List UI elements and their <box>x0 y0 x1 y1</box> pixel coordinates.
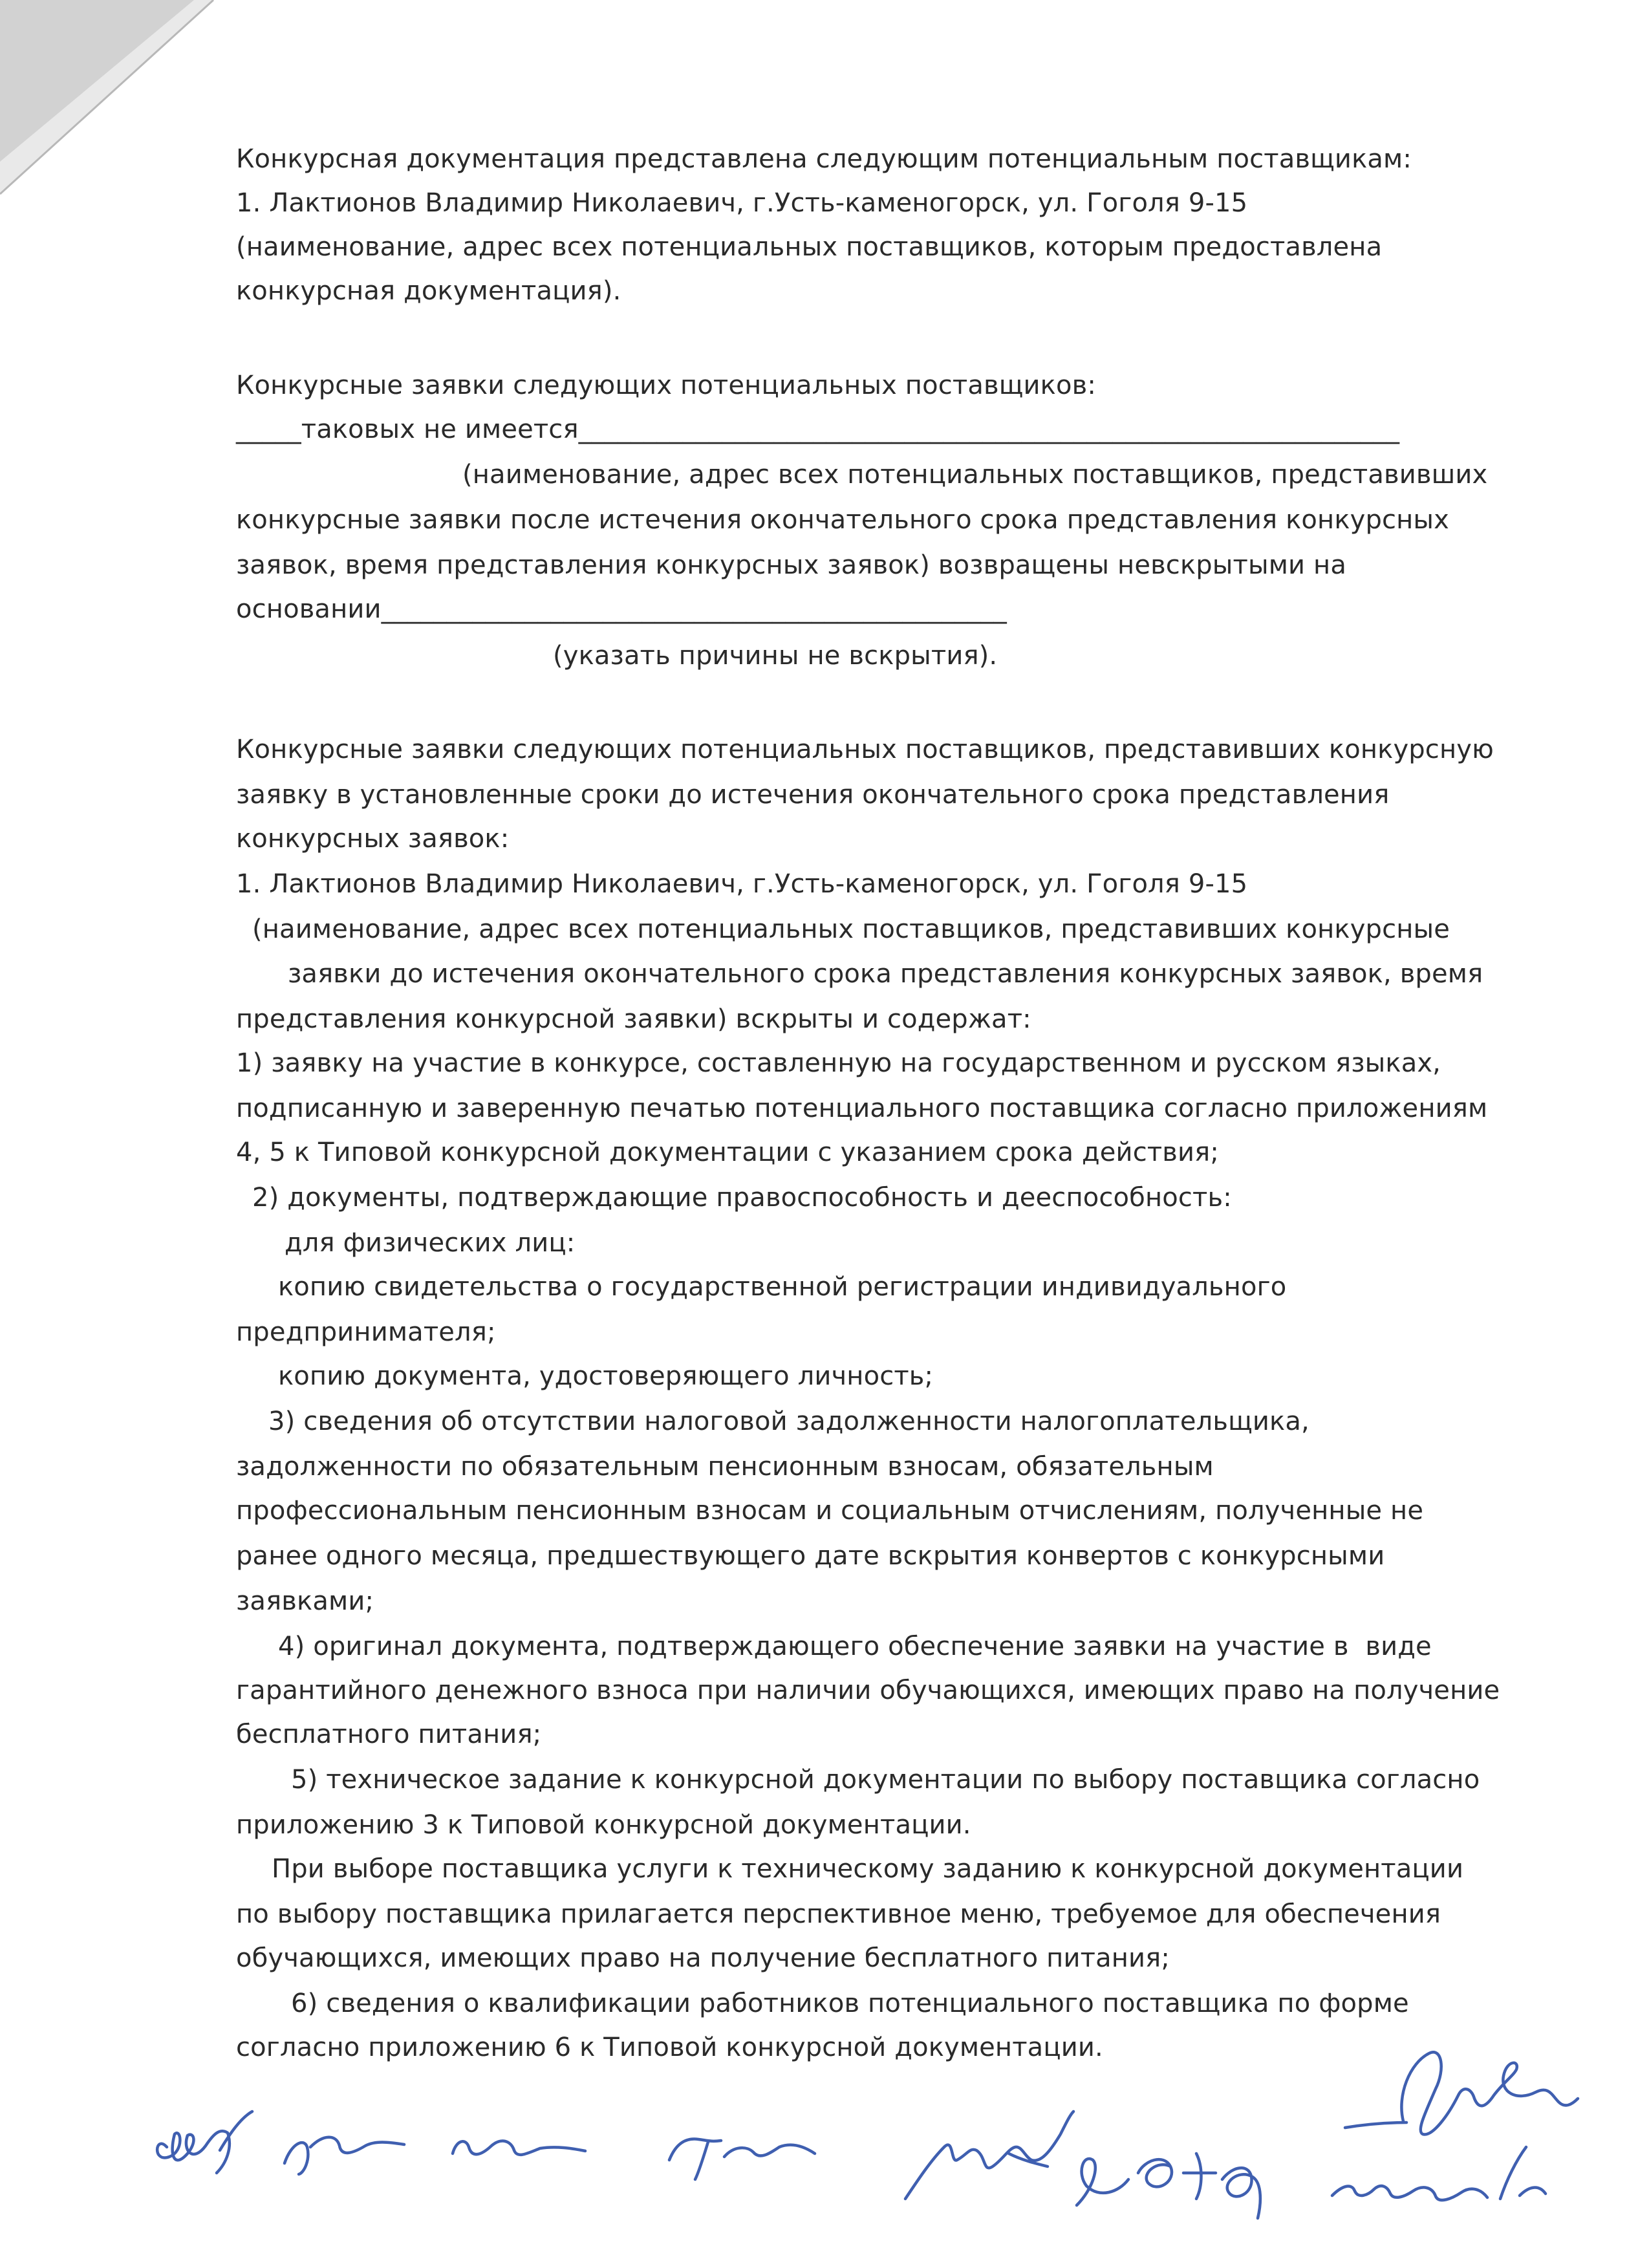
doc-line: представления конкурсной заявки) вскрыты и содержат: <box>236 1004 1031 1034</box>
signature-5 <box>905 2111 1073 2199</box>
doc-line: конкурсных заявок: <box>236 824 510 854</box>
doc-line: копию свидетельства о государственной регистрации индивидуального <box>278 1272 1287 1302</box>
doc-line: для физических лиц: <box>285 1228 576 1258</box>
doc-line: (наименование, адрес всех потенциальных поставщиков, которым предоставлена <box>236 232 1383 262</box>
doc-line: задолженности по обязательным пенсионным взносам, обязательным <box>236 1452 1214 1482</box>
doc-line: профессиональным пенсионным взносам и социальным отчислениям, полученные не <box>236 1496 1424 1526</box>
doc-line: 1) заявку на участие в конкурсе, составленную на государственном и русском языках, <box>236 1048 1441 1078</box>
signature-7 <box>1345 2052 1578 2134</box>
doc-line: ранее одного месяца, предшествующего дате вскрытия конвертов с конкурсными <box>236 1541 1385 1571</box>
doc-line: заявок, время представления конкурсных заявок) возвращены невскрытыми на <box>236 550 1347 580</box>
doc-line: основании________________________________________________ <box>236 594 1007 624</box>
doc-line: Конкурсные заявки следующих потенциальных поставщиков: <box>236 371 1096 400</box>
doc-line: согласно приложению 6 к Типовой конкурсной документации. <box>236 2033 1103 2062</box>
doc-line: _____таковых не имеется_______________________________________________________________ <box>236 415 1400 444</box>
doc-line: 4, 5 к Типовой конкурсной документации с указанием срока действия; <box>236 1138 1219 1167</box>
doc-line: приложению 3 к Типовой конкурсной документации. <box>236 1810 971 1840</box>
signature-2 <box>285 2137 404 2174</box>
doc-line: конкурсные заявки после истечения окончательного срока представления конкурсных <box>236 505 1449 535</box>
doc-line: (наименование, адрес всех потенциальных поставщиков, представивших <box>462 460 1488 490</box>
doc-line: конкурсная документация). <box>236 276 621 306</box>
doc-line: (указать причины не вскрытия). <box>553 641 998 671</box>
doc-line: Конкурсная документация представлена следующим потенциальным поставщикам: <box>236 144 1412 174</box>
doc-line: обучающихся, имеющих право на получение бесплатного питания; <box>236 1943 1170 1973</box>
signature-8 <box>1332 2147 1546 2200</box>
doc-line: 5) техническое задание к конкурсной документации по выбору поставщика согласно <box>291 1765 1480 1795</box>
doc-line: 4) оригинал документа, подтверждающего обеспечение заявки на участие в виде <box>278 1632 1432 1661</box>
doc-line: 1. Лактионов Владимир Николаевич, г.Усть-каменогорск, ул. Гоголя 9-15 <box>236 869 1248 899</box>
doc-line: подписанную и заверенную печатью потенциального поставщика согласно приложениям <box>236 1094 1488 1123</box>
doc-line: (наименование, адрес всех потенциальных поставщиков, представивших конкурсные <box>252 914 1450 944</box>
signature-3 <box>453 2141 585 2155</box>
doc-line: 3) сведения об отсутствии налоговой задолженности налогоплательщика, <box>268 1407 1310 1436</box>
doc-line: заявку в установленные сроки до истечения окончательного срока представления <box>236 780 1390 810</box>
doc-line: 6) сведения о квалификации работников потенциального поставщика по форме <box>291 1989 1409 2018</box>
doc-line: по выбору поставщика прилагается перспективное меню, требуемое для обеспечения <box>236 1899 1441 1929</box>
signature-4 <box>669 2139 815 2179</box>
doc-line: заявками; <box>236 1586 374 1616</box>
doc-line: 1. Лактионов Владимир Николаевич, г.Усть-каменогорск, ул. Гоголя 9-15 <box>236 188 1248 218</box>
folded-corner-shadow <box>0 0 272 213</box>
doc-line: Конкурсные заявки следующих потенциальных поставщиков, представивших конкурсную <box>236 735 1494 764</box>
signature-1 <box>157 2111 252 2173</box>
doc-line: гарантийного денежного взноса при наличии обучающихся, имеющих право на получение <box>236 1676 1500 1705</box>
signature-6 <box>1077 2154 1260 2218</box>
doc-line: бесплатного питания; <box>236 1720 542 1749</box>
doc-line: 2) документы, подтверждающие правоспособность и дееспособность: <box>252 1183 1232 1213</box>
doc-line: копию документа, удостоверяющего личность; <box>278 1361 934 1391</box>
doc-line: заявки до истечения окончательного срока представления конкурсных заявок, время <box>288 959 1483 989</box>
doc-line: предпринимателя; <box>236 1317 496 1347</box>
doc-line: При выборе поставщика услуги к техническому заданию к конкурсной документации <box>272 1854 1464 1884</box>
